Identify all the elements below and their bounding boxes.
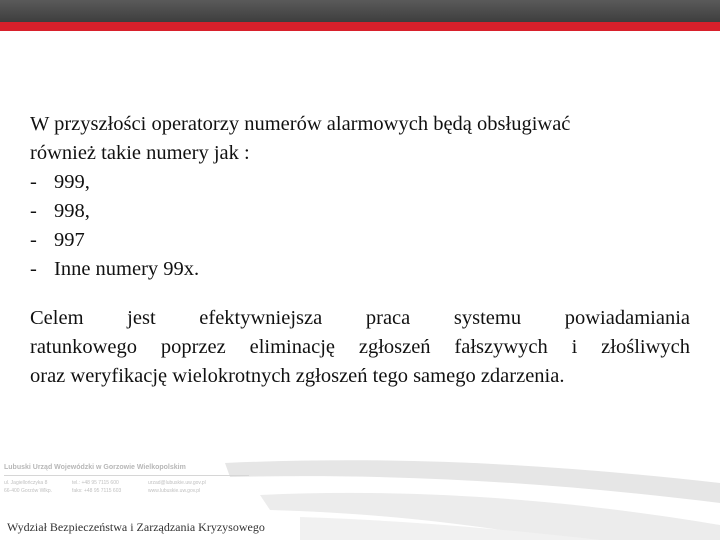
list-marker: - xyxy=(30,171,37,193)
footer-phone xyxy=(72,479,121,495)
email-link[interactable]: urzad@lubuskie.uw.gov.pl xyxy=(148,480,206,486)
phone-number: tel.: +48 95 7115 600 xyxy=(72,480,119,486)
top-bar xyxy=(0,0,720,22)
website-link[interactable]: www.lubuskie.uw.gov.pl xyxy=(148,488,201,494)
list-marker: - xyxy=(30,229,37,251)
intro-line-1: W przyszłości operatorzy numerów alarmowych będą obsługiwać xyxy=(30,113,571,135)
slide-body xyxy=(30,110,690,391)
footer-web xyxy=(148,479,206,495)
list-item xyxy=(30,197,690,226)
department-name: Wydział Bezpieczeństwa i Zarządzania Kryzysowego xyxy=(7,520,265,534)
footer-divider xyxy=(4,475,249,476)
address-line-2: 66-400 Gorzów Wlkp. xyxy=(4,488,53,494)
fax-number: faks: +48 95 7115 603 xyxy=(72,488,122,494)
list-item xyxy=(30,226,690,255)
office-name: Lubuski Urząd Wojewódzki w Gorzowie Wielkopolskim xyxy=(4,464,186,471)
list-item-text: 999, xyxy=(54,171,90,193)
list-item xyxy=(30,168,690,197)
intro-line-2: również takie numery jak : xyxy=(30,142,250,164)
list-item-text: 997 xyxy=(54,229,85,251)
paragraph-line-2: ratunkowego poprzez eliminację zgłoszeń fałszywych i złośliwych xyxy=(30,336,690,358)
footer-address xyxy=(4,479,52,495)
list-item xyxy=(30,255,690,284)
paragraph-line-3: oraz weryfikację wielokrotnych zgłoszeń tego samego zdarzenia. xyxy=(30,365,565,387)
list-item-text: Inne numery 99x. xyxy=(54,258,200,280)
list-marker: - xyxy=(30,200,37,222)
list-item-text: 998, xyxy=(54,200,90,222)
footer-contact xyxy=(0,460,300,515)
list-marker: - xyxy=(30,258,37,280)
address-line-1: ul. Jagiellończyka 8 xyxy=(4,480,48,486)
accent-red-stripe xyxy=(0,22,720,31)
paragraph-line-1: Celem jest efektywniejsza praca systemu powiadamiania xyxy=(30,307,690,329)
